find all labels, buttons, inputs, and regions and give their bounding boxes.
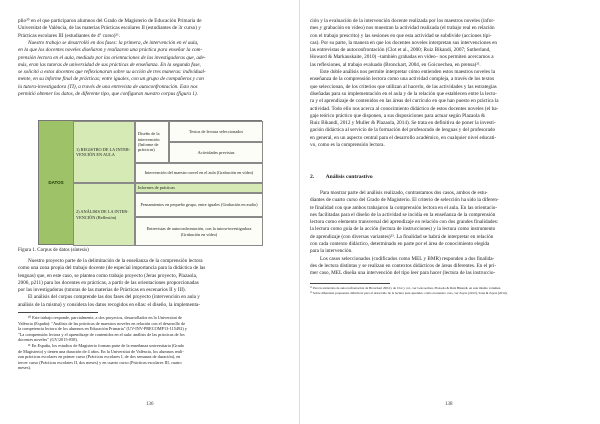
text-line: Prácticas escolares III (estudiantes de 4º curso)²¹. — [18, 32, 120, 39]
figure-caption: Figura 1. Corpus de datos (síntesis) — [18, 248, 89, 253]
text-line: enseñanza de la comprensión lectora como una actividad compleja, a través de los textos — [310, 76, 495, 83]
text-line: mer caso, MEL diseña una intervención del tipo leer para hacer (lectura de las instruccio- — [310, 270, 496, 277]
text-line: Nuestro proyecto parte de la delimitación de la enseñanza de la comprensión lectora — [28, 258, 203, 264]
footnote-line: ²³ Sobre diferentes propuestas didácticas para el desarrollo de la lectura para aprender, como en nuestro caso, ver Zayas (2012), Sanz & Zayas (2014). — [310, 290, 508, 295]
text-line: con el trabajo prescrito) y las sesiones en que esta actividad se subdivide (acciones típi- — [310, 32, 492, 39]
text-line: en la que los docentes noveles diseñaron y realizaron una práctica para enseñar la com- — [18, 47, 203, 54]
text-line: El análisis del corpus comprende las dos fases del proyecto (intervención en aula y — [28, 294, 200, 301]
left-footnotes — [18, 315, 280, 371]
text-line: Howard & Markauskaite, 2010) –también grabadas en vídeo– nos permiten acercarnos a — [310, 54, 494, 61]
text-line: vo, como es la comprensión lectora. — [310, 142, 385, 149]
entrevistas-label: Entrevistas de autoconfrontación, con la tutora-investigadora (Grabación en vídeo) — [135, 217, 263, 246]
right-page-number: 138 — [445, 402, 453, 407]
right-footnotes — [310, 286, 580, 295]
group2-label: 2) ANÁLISIS DE LA INTER-VENCIÓN (Reflexión) — [73, 183, 135, 246]
text-line: actividad. Todo ello nos acerca al conocimiento didáctico de estos docentes noveles (el ba- — [310, 105, 499, 112]
text-line: que seleccionan, de los criterios que utilizan al hacerlo, de las actividades y las estrategias — [310, 83, 497, 90]
section-heading — [310, 174, 580, 180]
text-line: para la intervención. — [310, 248, 353, 255]
text-line: mente, en su informe final de prácticas; entre iguales, con un grupo de compañeros y con — [18, 76, 204, 83]
text-line: de aprendizaje (con diversas variantes)²³. La finalidad se habrá de interpretar en relación — [310, 233, 494, 240]
textos-label: Textos de lectura seleccionados — [169, 121, 263, 142]
right-para1 — [310, 18, 580, 149]
footnote-line: meses). — [18, 365, 32, 371]
footnote-line: la competencia lectora de los alumnos en Educación Primaria" (UV-INV-PRECOMP13-115492) y — [18, 326, 188, 332]
text-line: análisis de la misma) y considera los datos recogidos en ellas: el diseño, la implementa- — [18, 301, 200, 308]
text-line: Los casos seleccionados (codificados como MEL y BMR) responden a dos finalida- — [320, 255, 495, 262]
text-line: nes facilitadas para el diseño de la actividad se incidía en la enseñanza de la comprensión — [310, 211, 496, 218]
section-title: Análisis contrastivo — [325, 174, 373, 180]
text-line: lenguas) que, en este caso, se plantea como trabajo proyecto (Jeras proyecto, Plazaola, — [18, 272, 198, 279]
text-line: cas). Por su parte, la manera en que los docentes noveles interpretan sus intervenciones en — [310, 39, 497, 46]
text-line: con cada contexto didáctico, determinado en parte por el área de conocimiento elegida — [310, 241, 490, 248]
text-line: ción y la evaluación de la intervención docente realizada por los maestros noveles (infor- — [310, 18, 495, 24]
text-line: Universitat de València, de las materias Prácticas escolares II (estudiantes de 3r curso) y — [18, 25, 201, 32]
text-line: como una zona propia del trabajo docente (de especial importancia para la didáctica de las — [18, 265, 206, 272]
left-intro-paragraph — [18, 18, 280, 40]
informes-label: Informes de prácticas — [135, 183, 263, 193]
text-line: la lectura como guía de la acción (lectura de instrucciones) y la lectura como instrumento — [310, 226, 496, 233]
footnote-line: tercer curso (Prácticas escolares II, dos meses) y en cuarto curso (Prácticas escolares III, cuatro — [18, 359, 182, 365]
text-line: en general, en un aspecto central para el desarrollo académico, en cualquier nivel educati- — [310, 134, 497, 141]
corpus-figure-table — [38, 120, 262, 245]
text-line: las reflexiones, al trabajo evaluado (Bronckart, 2004, en Goicoechea, en prensa)²². — [310, 61, 481, 68]
footnote-line: de Magisterio) y tienen una duración de 4 años. En la Universitat de València, los alumnos reali- — [18, 348, 184, 354]
text-line: Nuestro trabajo se desarrolló en dos fases: la primera, de intervención en el aula, — [28, 40, 199, 46]
text-line: ra y el aprendizaje de contenidos en las áreas del currículo en que han puesto en práctica la — [310, 98, 499, 105]
text-line: permitió obtener los datos, de diferente tipo, que configuran nuestro corpus (figura 1). — [18, 91, 198, 98]
text-line: plio²⁰ en el que participaron alumnos del Grado de Magisterio de Educación Primaria de — [18, 18, 202, 24]
text-line: diseñadas para su implementación en el aula y de la relación que establecen entre la lectu- — [310, 90, 497, 97]
footnote-line: "La comprensión lectora y el aprendizaje de contenidos en el aula: análisis de las prácticas de los — [18, 331, 185, 337]
text-line: gaje teórico práctico que disponen, a sus disposiciones para actuar según Plazaola & — [310, 112, 486, 119]
text-line: se solicitó a estos docentes que reflexionaran sobre su acción de tres maneras: individual- — [18, 69, 206, 76]
text-line: mes y grabación en vídeo) nos muestran la actividad realizada (el trabajo real en relación — [310, 25, 495, 32]
datos-label: DATOS — [39, 121, 74, 244]
intervencion-label: Intervención del maestro novel en el aula (Grabación en vídeo) — [135, 163, 263, 183]
text-line: la tutora-investigadora (TI), a través de una entrevista de autoconfrontación. Esto nos — [18, 83, 198, 90]
text-line: lectora como elemento transversal del aprendizaje en relación con dos grandes finalidades: — [310, 219, 499, 226]
footnote-line: docentes noveles" (GV/2015-058). — [18, 337, 78, 343]
footnote-line: ²¹ En España, los estudios de Magisterio forman parte de la enseñanza universitaria (Grado — [28, 342, 185, 348]
footnote-line: ²⁰ Este trabajo responde, parcialmente, a dos proyectos, desarrollados en la Universitat de — [28, 315, 182, 320]
text-line: prensión lectora en el aula, mediado por las orientaciones de las investigadoras que, ade- — [18, 54, 206, 61]
right-footnote-separator — [310, 283, 580, 284]
text-line: más, eran las tutoras de universidad de sus prácticas de enseñanza. En la segunda fase, — [18, 61, 201, 68]
pequeno-grupo-label: Pensamientos en pequeño grupo, entre iguales (Grabación en audio) — [135, 193, 263, 217]
text-line: te finalidad con que ambos trabajaron la comprensión lectora en el aula. En las orientacio- — [310, 204, 498, 211]
footnote-line: ²² Para la entrevista de autoconfrontación de Bronckart 2004 y de Clot y col., ver Goicoechea, Plazaola & Ruiz Bikandi, en este mismo volumen. — [310, 286, 502, 290]
section-number: 2. — [310, 174, 315, 180]
text-line: Para mostrar parte del análisis realizado, contrastamos dos casos, ambos de estu- — [320, 190, 488, 196]
footnote-line: zan prácticas escolares en primer curso (Prácticas escolares I, de dos semanas de duración), en — [18, 354, 181, 360]
text-line: por las investigadoras (tutoras de las materias de Prácticas en escenarios II y III). — [18, 287, 186, 294]
text-line: Este doble análisis nos permite interpretar cómo entienden estos maestros noveles la — [320, 69, 496, 76]
left-body-paragraph — [18, 258, 280, 309]
text-line: gación didáctica al servicio de la formación del profesorado de lenguas y del profesorado — [310, 127, 496, 134]
footnote-line: València (España): "Análisis de las prácticas de maestros noveles en relación con el desarrollo de — [18, 320, 186, 326]
text-line: diantes de cuarto curso del Grado de Magisterio. El criterio de selección ha sido la diferen- — [310, 197, 499, 204]
left-page-number: 136 — [146, 402, 154, 407]
left-italic-paragraph — [18, 40, 280, 98]
group1-label: 1) REGISTRO DE LA INTER-VENCIÓN EN AULA — [73, 121, 135, 183]
right-para2 — [310, 190, 580, 278]
text-line: Ruiz Bikandi, 2012 y Muller & Plazaola, 2014). Se trata en definitiva de poner la investi- — [310, 120, 496, 127]
diseno-label: Diseño de la intervención (Informe de prácticas) — [135, 121, 169, 163]
left-footnote-separator — [18, 312, 280, 313]
text-line: des de lectura distintas y se realizan en contextos didácticos de áreas diferentes. En el pri- — [310, 262, 497, 269]
actividades-label: Actividades previstas — [169, 142, 263, 163]
text-line: 2006, p211) para los docentes en prácticas, a partir de las orientaciones proporcionadas — [18, 279, 199, 286]
text-line: las entrevistas de autoconfrontación (Clot et al., 2000; Ruiz Bikandi, 2007; Sutherland, — [310, 47, 491, 54]
